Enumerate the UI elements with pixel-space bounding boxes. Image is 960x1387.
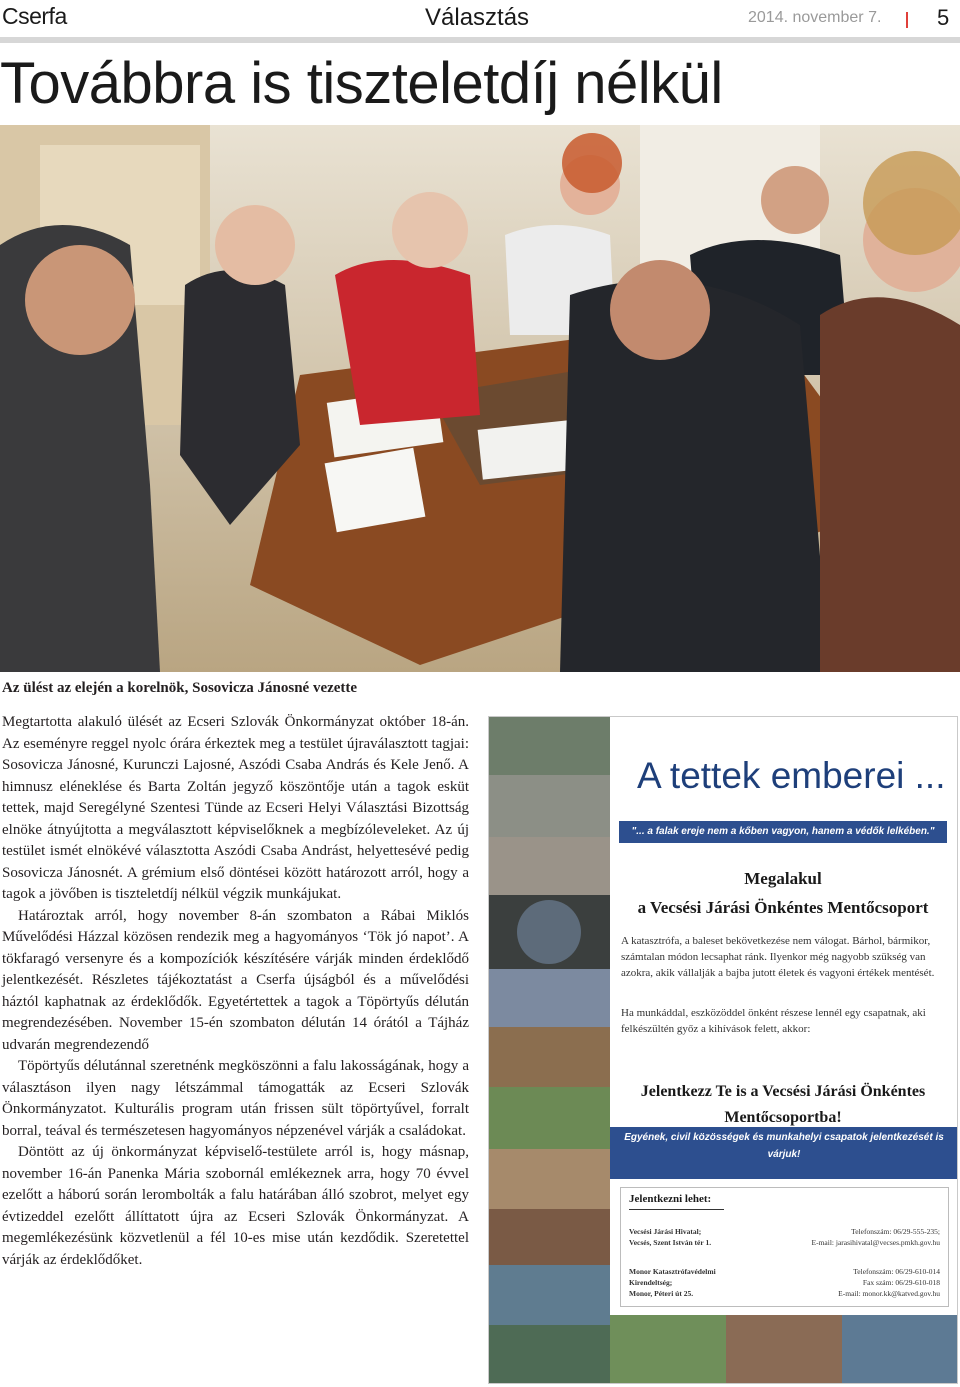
office-phone: Telefonszám: 06/29-610-014 (853, 1267, 940, 1276)
contact-label: Jelentkezni lehet: (629, 1193, 712, 1205)
article-paragraph: Megtartotta alakuló ülését az Ecseri Szlovák Önkormányzat október 18-án. Az eseményre reggel nyolc órára érkeztek meg a testület újraválasztott tagjai: Sosovicza Jánosné, Kurunczi Lajosné, Aszódi Csaba András és Kele Jenő. A himnusz eléneklése és Barta Zoltán jegyző köszöntője után a tagok esküt tettek, majd Seregélyné Szentesi Tünde az Ecseri Helyi Választási Bizottság elnöke átnyújtotta a megválasztott képviselőknek a megbízóleveleket. Az új testület ismét elnökévé választotta Aszódi Csaba Andrást, helyettesévé pedig Sosovicza Jánosnét. A grémium első döntései között határozott arról, hogy a tagok a jövőben is tiszteletdíj nélkül végzik munkájukat. (2, 714, 469, 902)
ad-band-line: Egyének, civil közösségek és munkahelyi csapatok jelentkezését is (624, 1132, 944, 1143)
article-paragraph: Töpörtyűs délutánnal szeretnénk megköszönni a falu lakosságának, hogy a választáson ilyen nagy létszámmal támogatták az Ecseri Szlovák Önkormányzatot. Kulturális program után frissen sült töpörtyűvel, forralt borral, teával és természetesen hagyományos népzenével várják a családokat. (2, 1058, 469, 1139)
header-rule (0, 37, 960, 43)
ad-quote: "... a falak ereje nem a kőben vagyon, hanem a védők lelkében." (619, 821, 947, 843)
rescue-team-advertisement (488, 716, 958, 1384)
ad-contact-box (620, 1187, 949, 1307)
photo-caption: Az ülést az elején a korelnök, Sosovicza Jánosné vezette (2, 680, 358, 696)
office-phone: Telefonszám: 06/29-555-235; (851, 1227, 940, 1236)
ad-band-line: várjuk! (767, 1149, 801, 1160)
masthead: Cserfa (2, 3, 67, 29)
page-header (0, 0, 960, 36)
office-email: E-mail: jarasihivatal@vecses.pmkh.gov.hu (811, 1238, 940, 1247)
ad-bottom-photos (610, 1315, 958, 1384)
ad-paragraph: Ha munkáddal, eszközöddel önként részese lennél egy csapatnak, aki felkészültén győz a kihívások felett, akkor: (621, 1007, 926, 1035)
article-paragraph: Határoztak arról, hogy november 8-án szombaton a Rábai Miklós Művelődési Házzal közösen rendezik meg a hagyományos ‘Tök jó napot’. A tökfaragó versenyre és a kompozíciók készítésére várják minden érdeklődő jelentkezését. Részletes tájékoztatást a Cserfa újságból és a művelődési háztól kaphatnak az érdeklődők. Egyetértettek a tagok a Töpörtyűs délután megrendezésében. November 15-én szombaton délután 14 órától a Tájház udvarán megrendezendő (2, 907, 469, 1053)
article-headline: Továbbra is tiszteletdíj nélkül (0, 51, 723, 116)
ad-subheading: a Vecsési Járási Önkéntes Mentőcsoport (637, 898, 929, 917)
office-name: Kirendeltség; (629, 1278, 673, 1287)
ad-photo-collage (489, 717, 610, 1384)
office-email: E-mail: monor.kk@katved.gov.hu (838, 1289, 940, 1298)
ad-cta-line: Mentőcsoportba! (724, 1109, 842, 1126)
page-number: 5 (937, 5, 950, 30)
ad-cta-line: Jelentkezz Te is a Vecsési Járási Önkéntes (640, 1083, 926, 1100)
ad-band-text (619, 1129, 949, 1163)
contact-label-underline (629, 1209, 724, 1210)
ad-title: A tettek emberei ... (637, 755, 946, 796)
ad-heading: Megalakul (744, 869, 822, 888)
date-separator (906, 12, 908, 28)
article-paragraph: Döntött az új önkormányzat képviselő-testülete arról is, hogy másnap, november 16-án Panenka Mária szobornál emlékeznek arra, hogy 70 évvel ezelőtt a háború során lerombolták a falu határában álló szobrot, melyet egy évtizeddel ezelőtt állíttatott újra az Ecseri Szlovák Önkormányzat. A megemlékezésünk közvetlenül a fél 10-es mise után kezdődik. Szeretettel várják az érdeklődőket. (2, 1144, 469, 1268)
ad-paragraph: A katasztrófa, a baleset bekövetkezése nem válogat. Bárhol, bármikor, számtalan módon lecsaphat ránk. Ilyenkor még nagyobb szükség van azokra, akik vállalják a bajba jutott életek és vagyoni értékek mentését. (621, 935, 935, 979)
ad-call-to-action (619, 1079, 947, 1131)
article-body (2, 712, 469, 1271)
office-name: Vecsési Járási Hivatal; (629, 1227, 702, 1236)
office-address: Vecsés, Szent István tér 1. (629, 1238, 712, 1247)
office-name: Monor Katasztrófavédelmi (629, 1267, 716, 1276)
office-fax: Fax szám: 06/29-610-018 (862, 1278, 940, 1287)
section-title: Választás (425, 4, 530, 31)
office-address: Monor, Péteri út 25. (629, 1289, 694, 1298)
meeting-photo (0, 125, 960, 672)
issue-date: 2014. november 7. (748, 9, 882, 26)
